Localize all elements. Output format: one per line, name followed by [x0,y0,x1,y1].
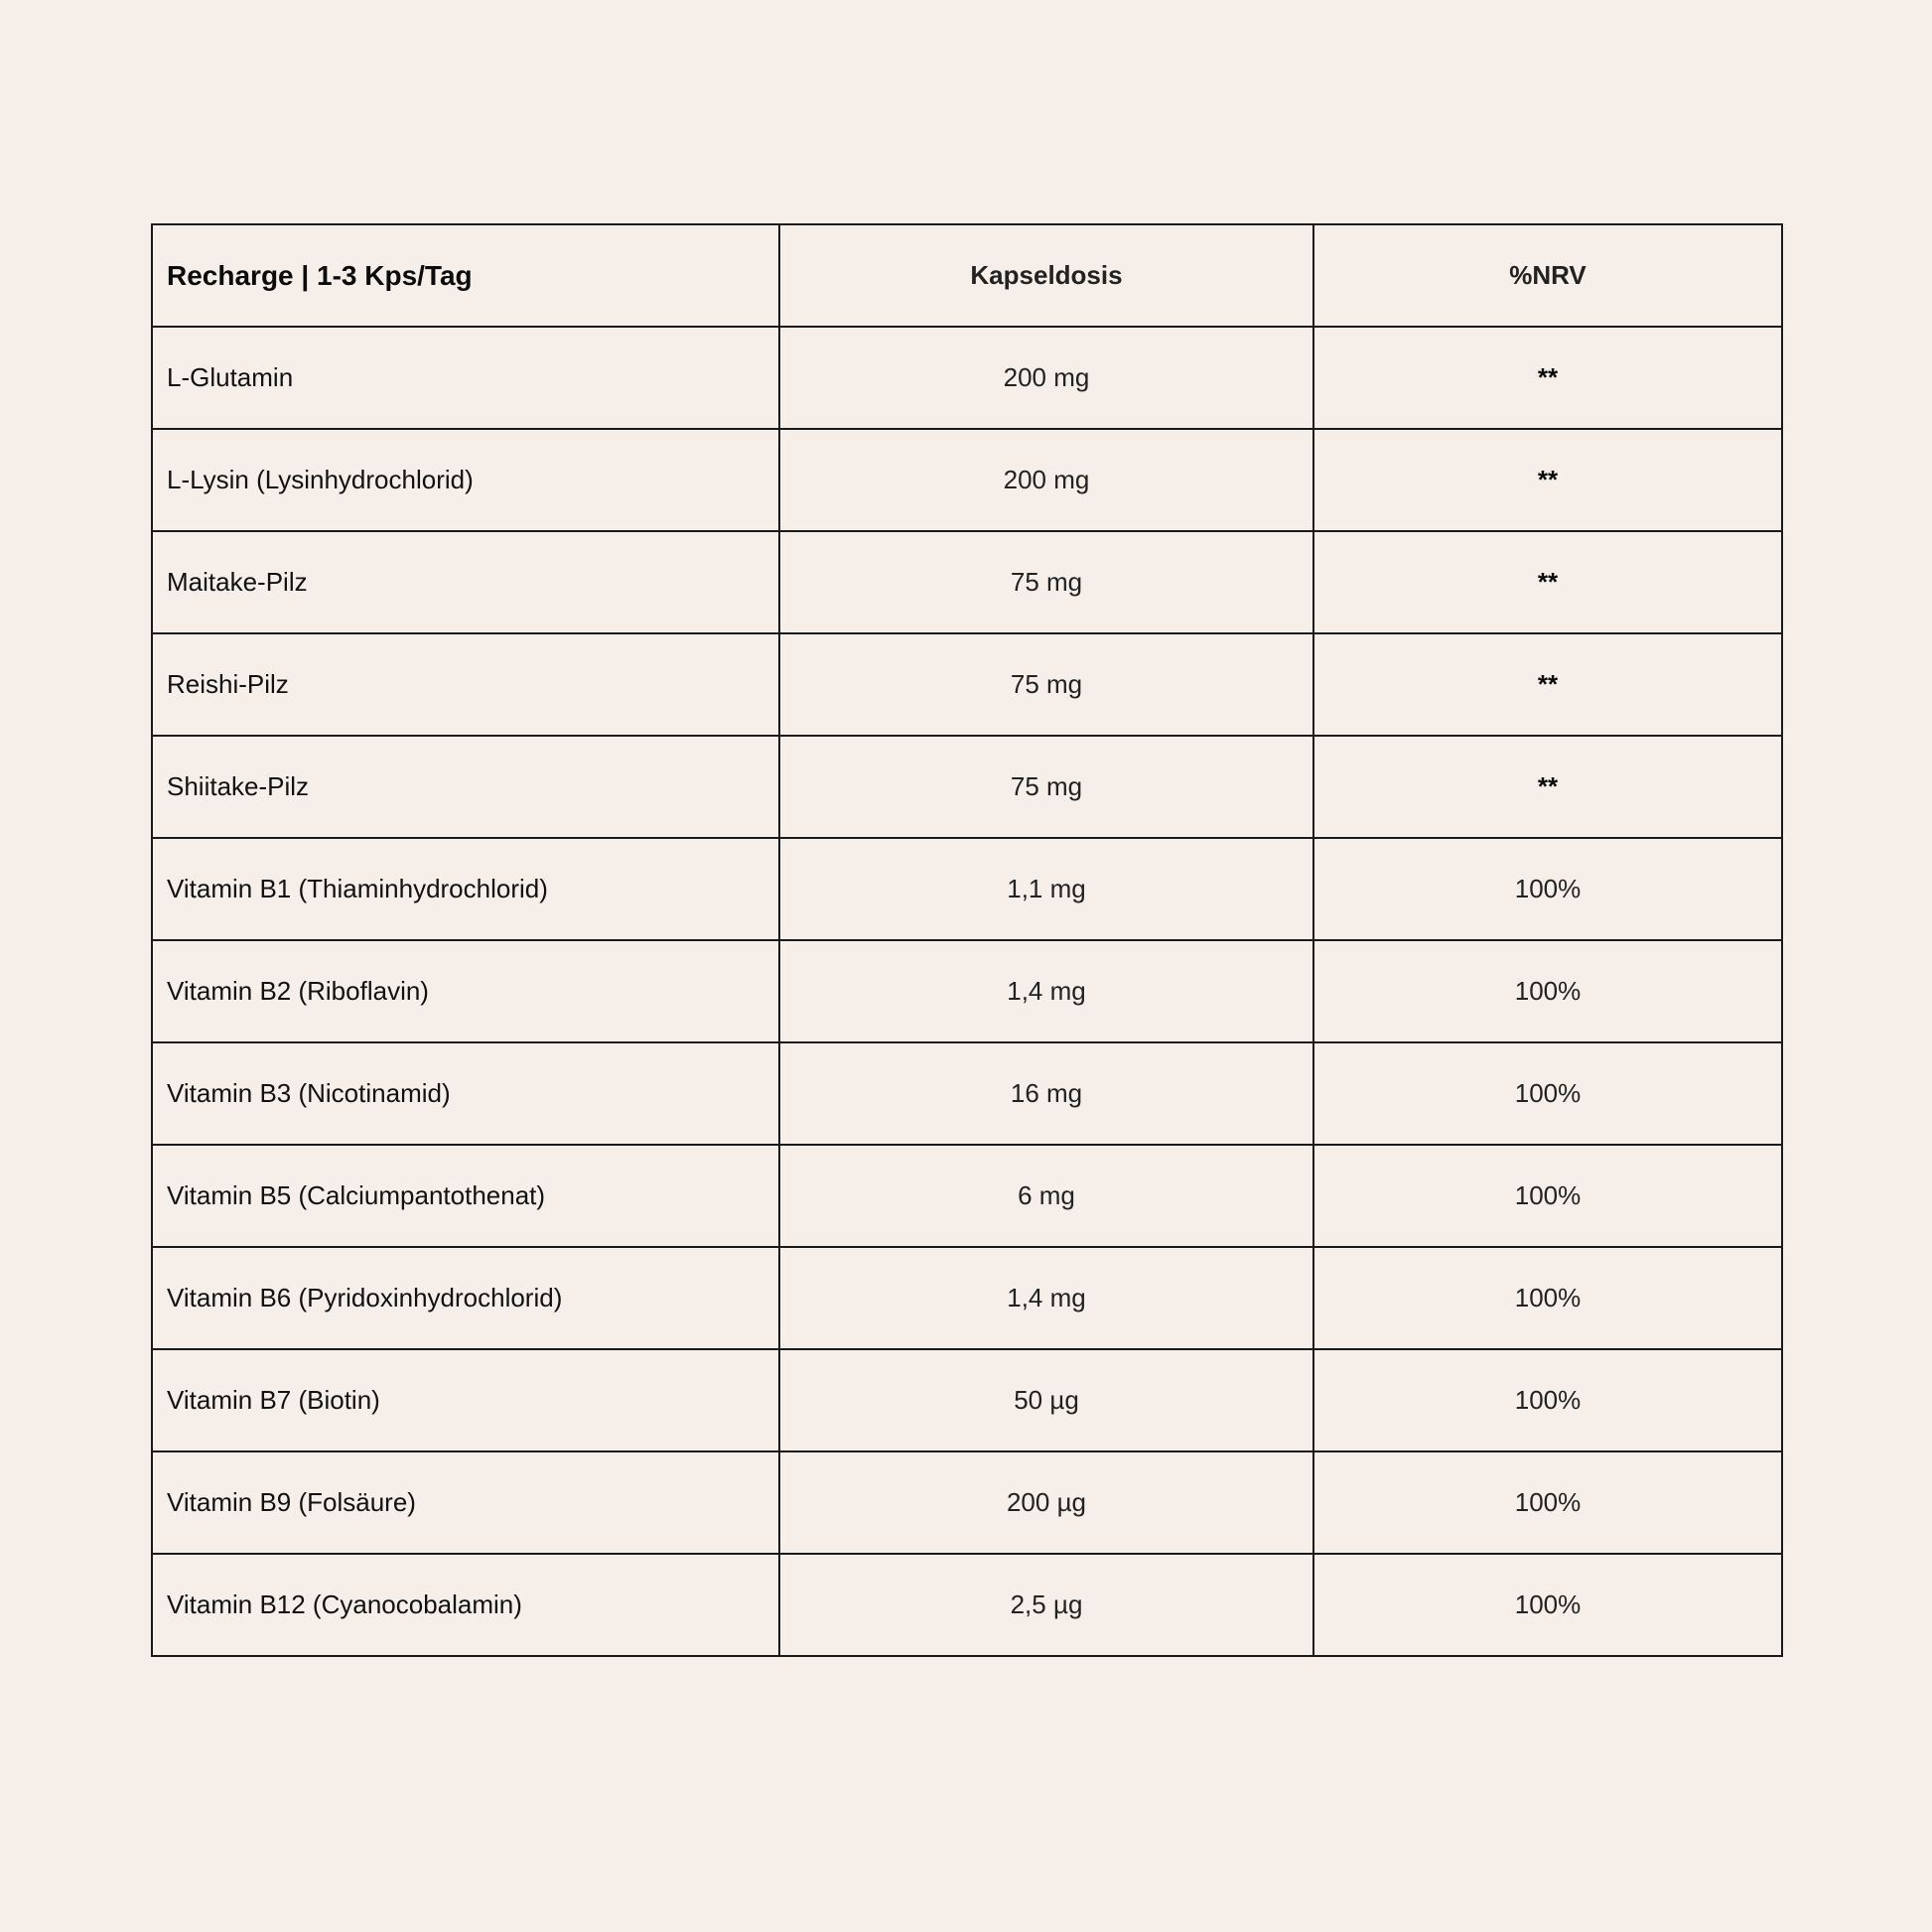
table-row [152,1451,1782,1554]
ingredient-name: L-Lysin (Lysinhydrochlorid) [152,429,779,531]
capsule-dose: 2,5 µg [779,1554,1313,1656]
nutrition-table [151,223,1783,1657]
capsule-dose: 1,4 mg [779,940,1313,1042]
ingredient-name: Maitake-Pilz [152,531,779,633]
nrv-value: ** [1313,327,1782,429]
capsule-dose: 1,1 mg [779,838,1313,940]
nrv-value: ** [1313,736,1782,838]
nrv-value: 100% [1313,1451,1782,1554]
nrv-value: 100% [1313,1247,1782,1349]
nrv-value: ** [1313,531,1782,633]
ingredient-name: Vitamin B6 (Pyridoxinhydrochlorid) [152,1247,779,1349]
nrv-value: 100% [1313,1042,1782,1145]
table-row [152,1554,1782,1656]
capsule-dose: 200 µg [779,1451,1313,1554]
table-row [152,736,1782,838]
nrv-value: 100% [1313,838,1782,940]
ingredient-name: L-Glutamin [152,327,779,429]
ingredient-name: Vitamin B5 (Calciumpantothenat) [152,1145,779,1247]
ingredient-name: Vitamin B3 (Nicotinamid) [152,1042,779,1145]
table-row [152,429,1782,531]
nrv-value: 100% [1313,1554,1782,1656]
capsule-dose: 200 mg [779,429,1313,531]
nrv-value: 100% [1313,940,1782,1042]
capsule-dose: 75 mg [779,736,1313,838]
table-row [152,1145,1782,1247]
table-row [152,531,1782,633]
header-dose: Kapseldosis [779,224,1313,327]
capsule-dose: 75 mg [779,633,1313,736]
table-body [152,327,1782,1656]
table-row [152,633,1782,736]
capsule-dose: 6 mg [779,1145,1313,1247]
table-header-row [152,224,1782,327]
header-product: Recharge | 1-3 Kps/Tag [152,224,779,327]
capsule-dose: 75 mg [779,531,1313,633]
table-row [152,1247,1782,1349]
ingredient-name: Shiitake-Pilz [152,736,779,838]
table-row [152,838,1782,940]
ingredient-name: Vitamin B7 (Biotin) [152,1349,779,1451]
capsule-dose: 50 µg [779,1349,1313,1451]
nrv-value: ** [1313,633,1782,736]
ingredient-name: Vitamin B12 (Cyanocobalamin) [152,1554,779,1656]
ingredient-name: Reishi-Pilz [152,633,779,736]
capsule-dose: 200 mg [779,327,1313,429]
ingredient-name: Vitamin B2 (Riboflavin) [152,940,779,1042]
capsule-dose: 1,4 mg [779,1247,1313,1349]
nrv-value: ** [1313,429,1782,531]
nrv-value: 100% [1313,1145,1782,1247]
table-row [152,940,1782,1042]
ingredient-name: Vitamin B9 (Folsäure) [152,1451,779,1554]
table-row [152,1349,1782,1451]
header-nrv: %NRV [1313,224,1782,327]
capsule-dose: 16 mg [779,1042,1313,1145]
nrv-value: 100% [1313,1349,1782,1451]
ingredient-name: Vitamin B1 (Thiaminhydrochlorid) [152,838,779,940]
table-row [152,1042,1782,1145]
table-row [152,327,1782,429]
